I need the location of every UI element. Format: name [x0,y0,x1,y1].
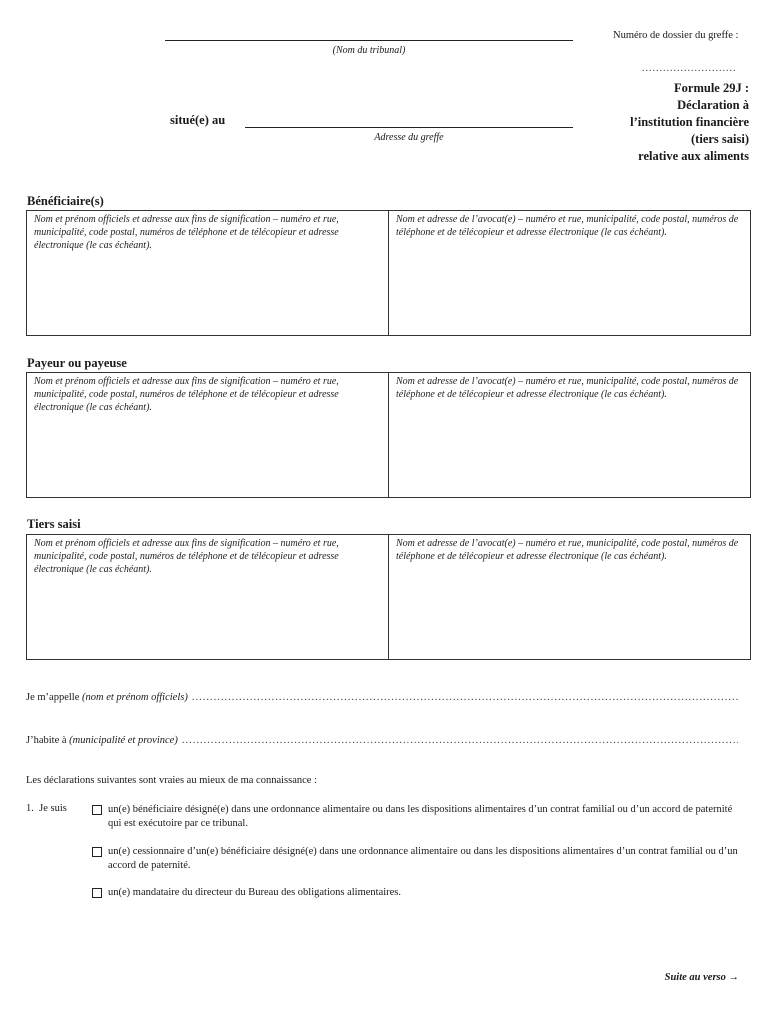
option-assignee-checkbox[interactable] [92,847,102,857]
option-beneficiary-checkbox[interactable] [92,805,102,815]
declarant-residence-field[interactable] [182,735,738,746]
section-title-payor: Payeur ou payeuse [27,356,127,370]
option-assignee-text: un(e) cessionnaire d’un(e) bénéficiaire désigné(e) dans une ordonnance alimentaire ou dans les dispositions alimentaires d’un contrat familial ou d’un accord de paternité. [108,846,738,871]
payor-info-field[interactable]: Nom et prénom officiels et adresse aux fins de signification – numéro et rue, municipalité, code postal, numéros de téléphone et de télécopieur et adresse électronique (le cas échéant). [27,373,389,497]
section-title-beneficiary: Bénéficiaire(s) [27,194,104,208]
option-agent-checkbox[interactable] [92,888,102,898]
option-agent [92,886,742,900]
garnishee-lawyer-field[interactable]: Nom et adresse de l’avocat(e) – numéro et rue, municipalité, code postal, numéros de téléphone et de télécopieur et adresse électronique (le cas échéant). [396,538,739,562]
form-title-line-3: l’institution financière [630,115,749,129]
option-beneficiary-text: un(e) bénéficiaire désigné(e) dans une ordonnance alimentaire ou dans les dispositions alimentaires d’un contrat familial ou d’un accord de paternité qui est exécutoire par ce tribunal. [108,804,733,829]
beneficiary-box [26,210,751,336]
file-number-label: Numéro de dossier du greffe : [613,30,739,41]
statement-item-label: 1. Je suis [26,803,67,814]
court-address-caption: Adresse du greffe [374,132,444,143]
statements-intro: Les déclarations suivantes sont vraies au mieux de ma connaissance : [26,775,317,786]
option-agent-text: un(e) mandataire du directeur du Bureau des obligations alimentaires. [108,887,402,898]
section-title-garnishee: Tiers saisi [27,517,81,531]
declarant-name-field[interactable] [192,692,738,703]
option-assignee [92,845,742,873]
declarant-name-hint: (nom et prénom officiels) [81,692,188,703]
declarant-name-label: Je m’appelle [26,692,80,703]
court-name-caption: (Nom du tribunal) [332,45,406,56]
payor-lawyer-field[interactable]: Nom et adresse de l’avocat(e) – numéro et rue, municipalité, code postal, numéros de téléphone et de télécopieur et adresse électronique (le cas échéant). [396,376,739,400]
payor-box [26,372,751,498]
court-address-line[interactable] [245,127,573,128]
file-number-field[interactable]: ........................... [642,63,737,74]
beneficiary-info-field[interactable]: Nom et prénom officiels et adresse aux fins de signification – numéro et rue, municipalité, code postal, numéros de téléphone et de télécopieur et adresse électronique (le cas échéant). [27,211,389,335]
beneficiary-lawyer-field[interactable]: Nom et adresse de l’avocat(e) – numéro et rue, municipalité, code postal, numéros de téléphone et de télécopieur et adresse électronique (le cas échéant). [396,214,739,238]
declarant-name-row [26,692,738,703]
declarant-residence-row [26,735,738,746]
form-title-line-5: relative aux aliments [638,149,749,163]
garnishee-box [26,534,751,660]
declarant-residence-hint: (municipalité et province) [69,735,178,746]
garnishee-info-field[interactable]: Nom et prénom officiels et adresse aux fins de signification – numéro et rue, municipalité, code postal, numéros de téléphone et de télécopieur et adresse électronique (le cas échéant). [27,535,389,659]
continue-on-back-label: Suite au verso → [664,972,739,983]
form-title-line-2: Déclaration à [677,98,749,112]
option-beneficiary [92,803,742,831]
declarant-residence-label: J’habite à [26,735,67,746]
form-title-line-4: (tiers saisi) [691,132,749,146]
located-at-label: situé(e) au [170,113,226,127]
form-title-line-1: Formule 29J : [674,81,749,95]
form-title [549,80,749,165]
court-name-line[interactable] [165,40,573,41]
